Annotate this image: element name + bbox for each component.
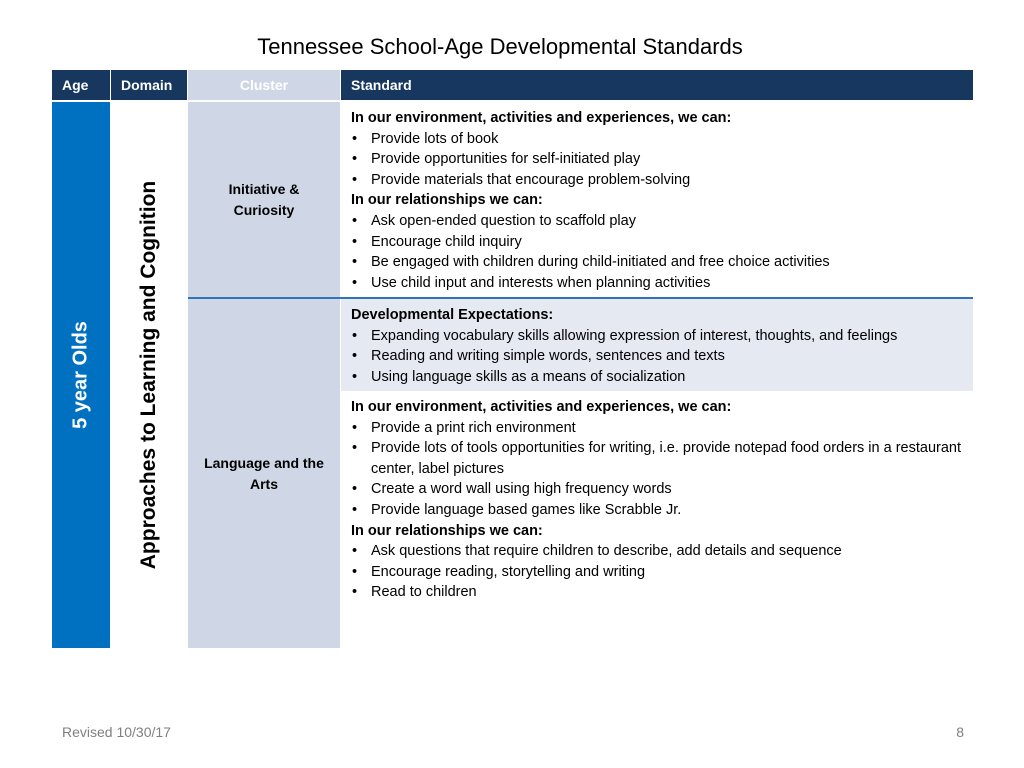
list-item: • Read to children	[351, 582, 963, 603]
list-item: • Ask questions that require children to describe, add details and sequence	[351, 541, 963, 562]
header-domain: Domain	[111, 70, 187, 100]
section-heading: In our relationships we can:	[351, 522, 543, 539]
list-item: • Create a word wall using high frequency words	[351, 479, 963, 500]
list-item: • Provide language based games like Scrabble Jr.	[351, 500, 963, 521]
section-heading: In our environment, activities and experiences, we can:	[351, 399, 732, 415]
section-heading: Developmental Expectations:	[351, 307, 554, 323]
standard-language	[341, 391, 973, 648]
revised-date: Revised 10/30/17	[62, 724, 171, 740]
list-item: • Ask open-ended question to scaffold play	[351, 211, 963, 232]
cluster-initiative	[188, 102, 340, 297]
list-item: • Expanding vocabulary skills allowing expression of interest, thoughts, and feelings	[351, 326, 963, 347]
cluster-name-line: Initiative &	[228, 180, 300, 197]
domain-label: Approaches to Learning and Cognition	[137, 180, 160, 570]
cluster-name-line: Arts	[249, 475, 278, 492]
header-standard: Standard	[341, 70, 973, 100]
standard-expectations	[341, 299, 973, 391]
standard-initiative	[341, 102, 973, 297]
header-cluster: Cluster	[188, 70, 340, 100]
list-item: • Reading and writing simple words, sentences and texts	[351, 346, 963, 367]
page-number: 8	[956, 724, 964, 740]
list-item: • Provide a print rich environment	[351, 418, 963, 439]
page-title: Tennessee School-Age Developmental Standards	[257, 34, 743, 59]
list-item: • Provide lots of tools opportunities for writing, i.e. provide notepad food orders in a restaurant center, label pictures	[351, 438, 963, 479]
list-item: • Use child input and interests when planning activities	[351, 273, 963, 294]
list-item: • Provide lots of book	[351, 129, 963, 150]
list-item: • Provide materials that encourage problem-solving	[351, 170, 963, 191]
cluster-name-line: Curiosity	[233, 201, 295, 218]
list-item: • Encourage reading, storytelling and writing	[351, 562, 963, 583]
section-heading: In our environment, activities and experiences, we can:	[351, 110, 732, 126]
list-item: • Be engaged with children during child-initiated and free choice activities	[351, 252, 963, 273]
age-cell	[52, 102, 110, 648]
age-label: 5 year Olds	[69, 321, 92, 429]
list-item: • Using language skills as a means of socialization	[351, 367, 963, 388]
cluster-language	[188, 299, 340, 648]
cluster-name-line: Language and the	[204, 454, 324, 471]
list-item: • Provide opportunities for self-initiated play	[351, 149, 963, 170]
list-item: • Encourage child inquiry	[351, 232, 963, 253]
section-heading: In our relationships we can:	[351, 192, 543, 209]
domain-cell	[111, 102, 187, 648]
header-age: Age	[52, 70, 110, 100]
